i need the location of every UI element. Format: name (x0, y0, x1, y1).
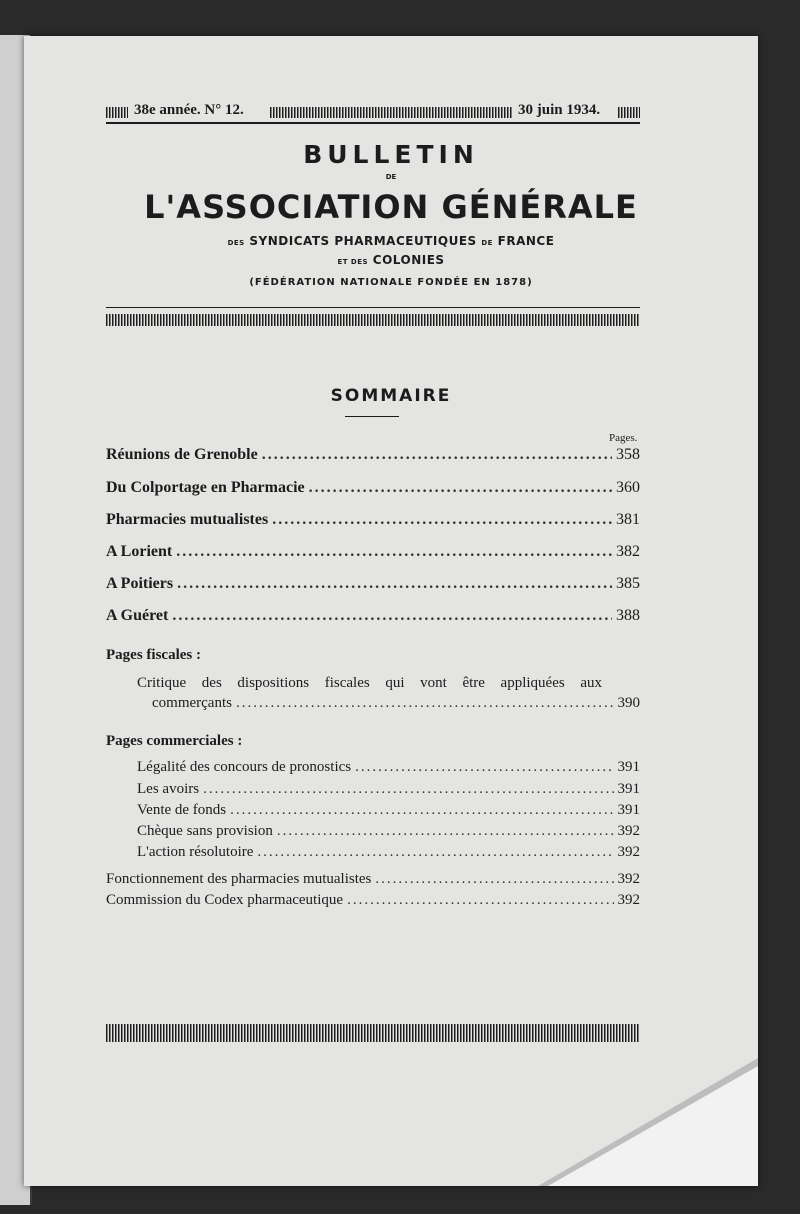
toc-entry (137, 802, 640, 819)
summary-title: SOMMAIRE (330, 386, 452, 406)
masthead-de: DE (385, 173, 397, 181)
pages-label: Pages. (609, 432, 638, 444)
toc-page: 391 (617, 802, 640, 818)
toc-page: 360 (616, 479, 640, 496)
masthead-federation: (FÉDÉRATION NATIONALE FONDÉE EN 1878) (249, 277, 533, 288)
masthead-france: FRANCE (497, 234, 555, 248)
toc-entry (106, 575, 640, 593)
summary-title-rule (345, 416, 399, 417)
fiscal-entry (152, 695, 640, 712)
document-page (24, 36, 758, 1186)
masthead-et-des: ET DES (337, 258, 369, 266)
toc-entry (106, 871, 640, 888)
toc-entry (106, 892, 640, 909)
fiscal-heading: Pages fiscales : (106, 647, 201, 663)
toc-label: A Guéret (106, 607, 169, 624)
toc-label: Légalité des concours de pronostics (137, 759, 352, 775)
toc-label: Les avoirs (137, 781, 200, 797)
toc-page: 392 (617, 871, 640, 887)
toc-page: 358 (616, 446, 640, 463)
toc-leader (262, 446, 612, 464)
toc-entry (106, 607, 640, 625)
toc-entry (137, 844, 640, 861)
masthead-syndicats-text: SYNDICATS PHARMACEUTIQUES (249, 234, 477, 248)
masthead-des: DES (227, 239, 245, 247)
toc-page: 392 (617, 844, 640, 860)
toc-leader (277, 823, 614, 840)
toc-page: 385 (616, 575, 640, 592)
toc-entry (137, 759, 640, 776)
toc-label: Chèque sans provision (137, 823, 273, 839)
commercial-heading: Pages commerciales : (106, 733, 243, 749)
toc-label: Vente de fonds (137, 802, 227, 818)
toc-entry (106, 543, 640, 561)
header-hatch-right (618, 107, 640, 118)
toc-label: Fonctionnement des pharmacies mutualistes (106, 871, 372, 887)
issue-number: 38e année. N° 12. (134, 102, 244, 118)
toc-entry (137, 781, 640, 798)
toc-page: 388 (616, 607, 640, 624)
toc-leader (230, 802, 613, 819)
toc-page: 390 (617, 695, 640, 711)
toc-leader (309, 479, 612, 497)
masthead-bulletin: BULLETIN (303, 140, 479, 169)
masthead-de-2: DE (481, 239, 493, 247)
toc-leader (347, 892, 613, 909)
toc-label: Pharmacies mutualistes (106, 511, 269, 528)
toc-page: 381 (616, 511, 640, 528)
toc-label: Réunions de Grenoble (106, 446, 258, 463)
toc-entry (106, 479, 640, 497)
toc-leader (177, 575, 612, 593)
toc-leader (172, 607, 612, 625)
toc-label: Du Colportage en Pharmacie (106, 479, 305, 496)
toc-leader (272, 511, 612, 529)
toc-leader (355, 759, 613, 776)
toc-leader (203, 781, 613, 798)
toc-label: L'action résolutoire (137, 844, 254, 860)
issue-date: 30 juin 1934. (518, 102, 601, 118)
toc-label: Commission du Codex pharmaceutique (106, 892, 344, 908)
toc-page: 391 (617, 759, 640, 775)
toc-page: 392 (617, 892, 640, 908)
header-hatch-left (106, 107, 128, 118)
toc-entry (106, 511, 640, 529)
toc-leader (236, 695, 614, 712)
fiscal-line-1: Critique des dispositions fiscales qui vont être appliquées aux (137, 675, 602, 691)
toc-label: commerçants (152, 695, 232, 711)
masthead-colonies (24, 253, 758, 267)
toc-leader (176, 543, 612, 561)
toc-page: 392 (617, 823, 640, 839)
toc-leader (375, 871, 613, 888)
toc-label: A Lorient (106, 543, 173, 560)
toc-entry (137, 823, 640, 840)
masthead-syndicats (24, 234, 758, 248)
page-fold-corner (548, 1066, 758, 1186)
header-rule (106, 122, 640, 124)
footer-hatch (106, 1024, 640, 1042)
masthead-colonies-text: COLONIES (372, 253, 445, 267)
toc-entry (106, 446, 640, 464)
toc-leader (257, 844, 613, 861)
toc-page: 391 (617, 781, 640, 797)
toc-page: 382 (616, 543, 640, 560)
header-hatch-middle (270, 107, 512, 118)
toc-label: A Poitiers (106, 575, 174, 592)
masthead-hatch (106, 314, 640, 326)
masthead-association: L'ASSOCIATION GÉNÉRALE (144, 188, 638, 226)
masthead-rule (106, 307, 640, 308)
